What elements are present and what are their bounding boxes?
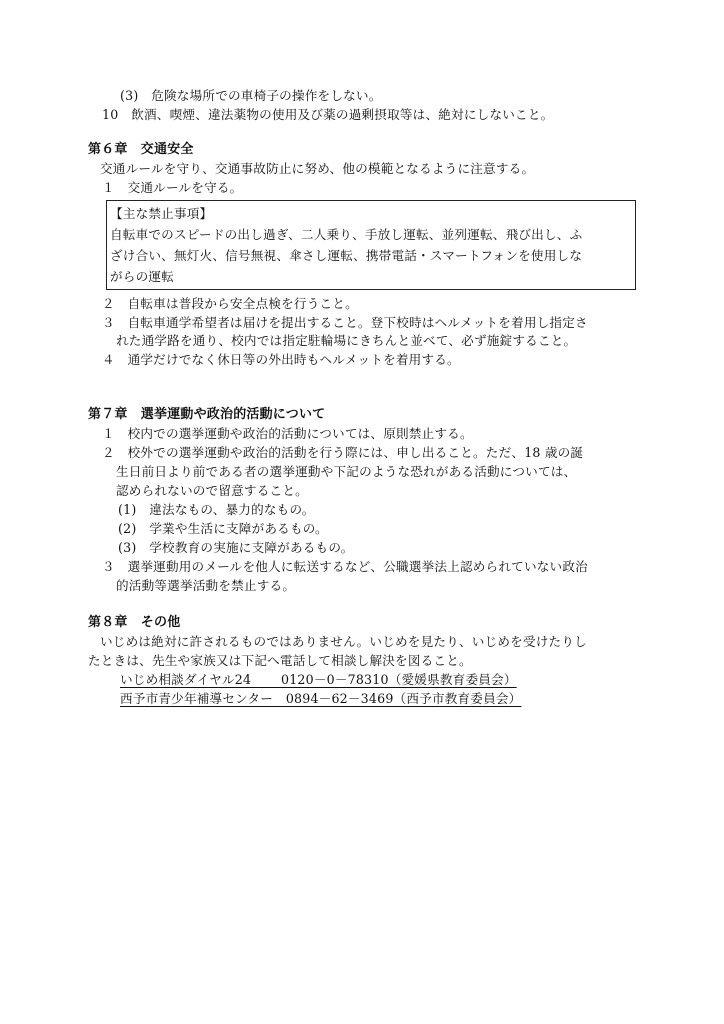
- prohibited-items-line-3: がらの運転: [110, 269, 174, 284]
- ch5-item-3: (3) 危険な場所での車椅子の操作をしない。: [120, 88, 382, 103]
- prohibited-items-line-2: ざけ合い、無灯火、信号無視、傘さし運転、携帯電話・スマートフォンを使用しな: [110, 248, 583, 263]
- ch5-item-10: 10 飲酒、喫煙、違法薬物の使用及び薬の過剰摂取等は、絶対にしないこと。: [102, 107, 554, 122]
- prohibited-items-line-1: 自転車でのスピードの出し過ぎ、二人乗り、手放し運転、並列運転、飛び出し、ふ: [110, 227, 583, 242]
- chapter-7-title: 第７章 選挙運動や政治的活動について: [88, 407, 326, 422]
- contact-youth-guidance-center: 西予市青少年補導センター 0894－62－3469（西予市教育委員会）: [120, 691, 522, 706]
- chapter-6-intro: 交通ルールを守り、交通事故防止に努め、他の模範となるように注意する。: [100, 161, 535, 176]
- chapter-8-line-1: いじめは絶対に許されるものではありません。いじめを見たり、いじめを受けたりし: [100, 634, 587, 649]
- chapter-7-item-2-line-1: ２ 校外での選挙運動や政治的活動を行う際には、申し出ること。ただ、18 歳の誕: [102, 445, 584, 460]
- chapter-6-item-4: ４ 通学だけでなく休日等の外出時もヘルメットを着用する。: [102, 352, 460, 367]
- chapter-7-sub-item-2: (2) 学業や生活に支障があるもの。: [118, 521, 328, 536]
- chapter-7-item-3-line-1: ３ 選挙運動用のメールを他人に転送するなど、公職選挙法上認められていない政治: [102, 559, 588, 574]
- prohibited-items-heading: 【主な禁止事項】: [110, 206, 213, 221]
- contact-bullying-hotline: いじめ相談ダイヤル24 0120－0－78310（愛媛県教育委員会）: [120, 672, 517, 687]
- chapter-7-item-2-line-3: 認められないので留意すること。: [116, 483, 308, 498]
- chapter-6-item-2: ２ 自転車は普段から安全点検を行うこと。: [102, 296, 358, 311]
- chapter-8-title: 第８章 その他: [88, 615, 181, 630]
- chapter-6-title: 第６章 交通安全: [88, 142, 194, 157]
- chapter-7-sub-item-3: (3) 学校教育の実施に支障があるもの。: [118, 540, 354, 555]
- chapter-7-sub-item-1: (1) 違法なもの、暴力的なもの。: [118, 502, 315, 517]
- chapter-6-item-3-line-2: れた通学路を通り、校内では指定駐輪場にきちんと並べて、必ず施錠すること。: [116, 333, 577, 348]
- chapter-7-item-2-line-2: 生日前日より前である者の選挙運動や下記のような恐れがある活動については、: [116, 464, 577, 479]
- chapter-7-item-3-line-2: 的活動等選挙活動を禁止する。: [116, 578, 296, 593]
- chapter-8-line-2: たときは、先生や家族又は下記へ電話して相談し解決を図ること。: [88, 653, 472, 668]
- chapter-7-item-1: １ 校内での選挙運動や政治的活動については、原則禁止する。: [102, 426, 473, 441]
- chapter-6-item-3-line-1: ３ 自転車通学希望者は届けを提出すること。登下校時はヘルメットを着用し指定さ: [102, 315, 588, 330]
- chapter-6-item-1: １ 交通ルールを守る。: [102, 180, 243, 195]
